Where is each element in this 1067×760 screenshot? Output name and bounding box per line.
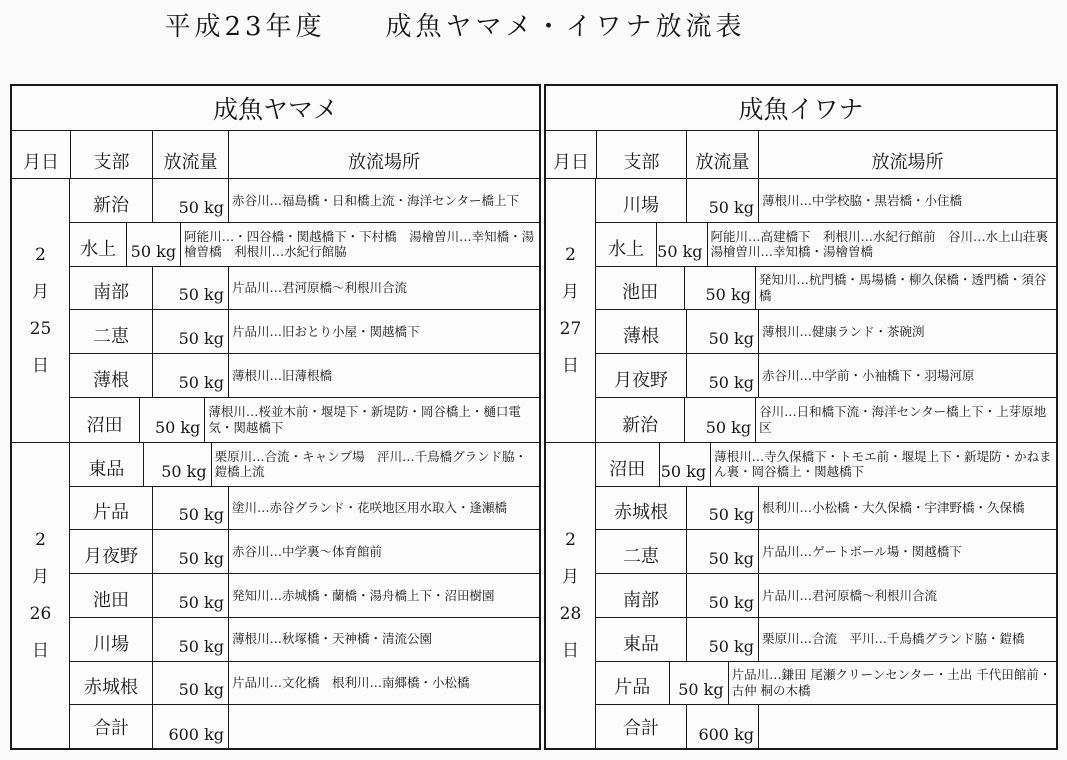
date-char: 28 [559,604,582,624]
branch-cell: 新治 [93,194,129,216]
header-branch: 支部 [70,131,152,178]
location-cell: 薄根川…健康ランド・茶碗渕 [758,310,928,353]
date-char: 2 [565,530,576,550]
branch-cell: 月夜野 [84,546,138,568]
group-rows [596,179,1061,442]
location-cell: 片品川…鎌田 尾瀬クリーンセンター・土出 千代田館前・古仲 桐の木橋 [728,662,1056,705]
branch-cell: 南部 [93,282,129,304]
branch-cell: 薄根 [93,370,129,392]
location-cell: 阿能川…・四谷橋・関越橋下・下村橋 湯檜曽川…幸知橋・湯檜曽橋 利根川…水紀行館脇 [180,223,539,266]
group-rows [70,179,539,442]
date-char: 2 [35,530,46,550]
location-cell: 塗川…赤谷グランド・花咲地区用水取入・逢瀬橋 [228,487,510,530]
location-cell: 片品川…文化橋 根利川…南郷橋・小松橋 [228,662,473,705]
table-row [596,179,1056,223]
amount-cell: 50 kg [126,223,180,266]
date-cell [12,179,70,442]
total-label: 合計 [93,718,129,740]
location-cell: 赤谷川…中学裏～体育館前 [228,530,385,573]
amount-cell: 50 kg [686,354,758,397]
amount-cell: 50 kg [686,530,758,573]
table-row [70,618,539,662]
amount-cell: 50 kg [686,487,758,530]
location-cell: 薄根川…秋塚橋・天神橋・清流公園 [228,618,435,661]
amount-cell: 50 kg [139,398,204,442]
table-row [596,310,1056,354]
table-row [596,443,1056,487]
branch-cell: 川場 [93,633,129,655]
table-row [596,354,1056,398]
branch-cell: 新治 [622,414,659,436]
branch-cell: 二恵 [93,326,129,348]
amount-cell: 50 kg [152,354,228,397]
date-char: 27 [559,318,582,339]
location-cell: 片品川…旧おとり小屋・関越橋下 [228,310,423,353]
table-row [596,398,1056,442]
location-cell: 発知川…赤城橋・蘭橋・湯舟橋上下・沼田樹園 [228,574,498,617]
table-row [70,662,539,706]
branch-cell: 二恵 [623,546,659,568]
table-row [596,618,1056,662]
branch-cell: 水上 [608,238,645,260]
total-location-cell [228,705,235,749]
branch-cell: 東品 [623,633,659,655]
location-cell: 谷川…日和橋下流・海洋センター橋上下・上芽原地区 [755,398,1056,442]
total-label: 合計 [623,718,659,740]
table-row [70,267,539,311]
location-cell: 発知川…杭門橋・馬場橋・柳久保橋・透門橋・須谷橋 [755,267,1056,310]
location-cell: 栗原川…合流 平川…千鳥橋グランド脇・鎧橋 [758,618,1028,661]
total-row [70,705,539,749]
amount-cell: 50 kg [152,179,228,222]
date-group-2-28 [546,443,1056,749]
table-row [70,310,539,354]
table-row [70,354,539,398]
location-cell: 薄根川…旧薄根橋 [228,354,335,397]
location-cell: 片品川…君河原橋～利根川合流 [758,574,940,617]
branch-cell: 南部 [623,589,659,611]
amount-cell: 50 kg [152,618,228,661]
iwana-heading: 成魚イワナ [546,86,1056,131]
table-row [70,179,539,223]
table-row [596,574,1056,618]
date-char: 25 [29,318,52,339]
table-row [596,662,1056,706]
branch-cell: 赤城根 [614,502,668,524]
branch-cell: 薄根 [623,326,659,348]
amount-cell: 50 kg [684,398,755,442]
branch-cell: 東品 [88,458,125,480]
branch-cell: 片品 [93,502,129,524]
page-title: 平成23年度 成魚ヤマメ・イワナ放流表 [164,11,746,42]
amount-cell: 50 kg [152,487,228,530]
iwana-table [544,84,1061,750]
amount-cell: 50 kg [684,267,755,310]
yamame-table [10,84,541,750]
date-char: 日 [32,355,49,376]
header-date: 月日 [553,152,589,173]
date-char: 月 [32,567,49,587]
amount-cell: 50 kg [152,574,228,617]
table-row [70,443,539,487]
date-cell [546,179,596,442]
branch-cell: 池田 [622,282,659,304]
location-cell: 薄根川…中学校脇・黒岩橋・小住橋 [758,179,965,222]
header-amount: 放流量 [686,131,758,178]
total-amount: 600 kg [152,705,228,749]
date-char: 月 [562,281,579,302]
date-cell [12,443,70,749]
branch-cell: 片品 [614,677,651,699]
amount-cell: 50 kg [686,310,758,353]
amount-cell: 50 kg [152,530,228,573]
amount-cell: 50 kg [152,662,228,705]
location-cell: 赤谷川…中学前・小袖橋下・羽場河原 [758,354,978,397]
table-row [596,530,1056,574]
total-amount: 600 kg [686,705,758,749]
amount-cell: 50 kg [669,662,728,705]
table-row [596,487,1056,531]
branch-cell: 沼田 [86,414,123,436]
date-char: 2 [565,244,576,265]
table-row [596,223,1061,267]
group-rows [596,443,1056,749]
branch-cell: 水上 [80,238,117,260]
header-branch: 支部 [596,131,686,178]
yamame-heading: 成魚ヤマメ [12,86,539,131]
location-cell: 赤谷川…福島橋・日和橋上流・海洋センター橋上下 [228,179,522,222]
table-row [70,530,539,574]
table-row [70,487,539,531]
table-row [70,223,539,267]
branch-cell: 沼田 [609,458,646,480]
header-location: 放流場所 [228,131,539,178]
amount-cell: 50 kg [686,618,758,661]
table-row [596,267,1056,311]
date-char: 日 [562,355,579,376]
table-row [70,398,539,442]
date-group-2-27 [546,179,1061,443]
amount-cell: 50 kg [686,574,758,617]
date-group-2-25 [12,179,539,443]
date-cell [546,443,596,749]
date-char: 月 [32,281,49,302]
table-row [70,574,539,618]
amount-cell: 50 kg [152,310,228,353]
date-char: 26 [29,604,52,624]
location-cell: 片品川…ゲートボール場・関越橋下 [758,530,965,573]
header-date: 月日 [23,152,59,173]
date-char: 2 [35,244,46,265]
group-rows [70,443,539,749]
branch-cell: 池田 [93,589,129,611]
total-location-cell [758,705,765,749]
date-group-2-26 [12,443,539,749]
amount-cell: 50 kg [143,443,211,486]
branch-cell: 月夜野 [614,370,668,392]
amount-cell: 50 kg [656,223,706,266]
amount-cell: 50 kg [152,267,228,310]
location-cell: 阿能川…高建橋下 利根川…水紀行館前 谷川…水上山荘裏 湯檜曽川…幸知橋・湯檜曽橋 [707,223,1056,266]
location-cell: 薄根川…桜並木前・堰堤下・新堤防・岡谷橋上・樋口電気・関越橋下 [204,398,539,442]
branch-cell: 赤城根 [84,677,138,699]
branch-cell: 川場 [623,194,659,216]
header-amount: 放流量 [152,131,228,178]
location-cell: 片品川…君河原橋～利根川合流 [228,267,410,310]
date-char: 日 [562,641,579,661]
location-cell: 薄根川…寺久保橋下・トモエ前・堰堤上下・新堤防・かねまん裏・岡谷橋上・関越橋下 [710,443,1056,486]
location-cell: 根利川…小松橋・大久保橋・宇津野橋・久保橋 [758,487,1028,530]
iwana-header-row [546,131,1056,179]
total-row [596,705,1056,749]
header-location: 放流場所 [758,131,1056,178]
date-char: 日 [32,641,49,661]
yamame-header-row [12,131,539,179]
location-cell: 栗原川…合流・キャンプ場 泙川…千鳥橋グランド脇・鎧橋上流 [211,443,539,486]
date-char: 月 [562,567,579,587]
amount-cell: 50 kg [659,443,711,486]
amount-cell: 50 kg [686,179,758,222]
